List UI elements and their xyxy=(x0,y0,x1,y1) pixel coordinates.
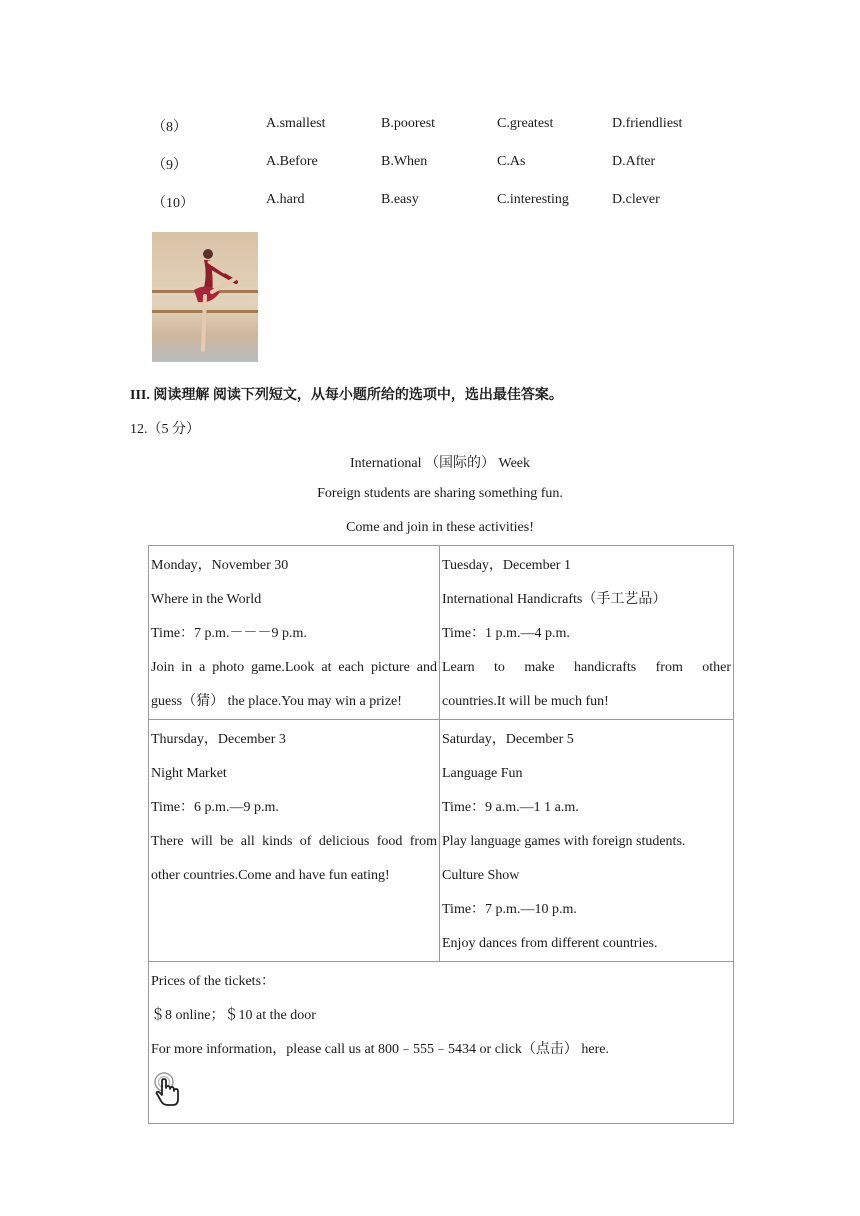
option-a: A.hard xyxy=(266,192,305,207)
event-name: Where in the World xyxy=(151,592,262,607)
prices-label: Prices of the tickets： xyxy=(151,974,276,989)
poster-title: International （国际的） Week xyxy=(349,456,531,471)
event-description: Join in a photo game.Look at each picture and xyxy=(151,660,437,675)
option-c: C.interesting xyxy=(497,192,569,207)
option-c: C.greatest xyxy=(497,116,554,131)
event-description: other countries.Come and have fun eating! xyxy=(151,868,390,883)
event-name-2: Culture Show xyxy=(442,868,520,883)
event-description: Play language games with foreign students. xyxy=(442,834,686,849)
option-row xyxy=(152,154,752,174)
event-time: Time：6 p.m.—9 p.m. xyxy=(151,800,279,815)
event-time: Time：9 a.m.—1 1 a.m. xyxy=(442,800,579,815)
event-description: countries.It will be much fun! xyxy=(442,694,609,709)
question-number: （9） xyxy=(152,158,187,173)
question-number-12: 12.（5 分） xyxy=(130,422,200,437)
option-b: B.poorest xyxy=(381,116,436,131)
event-date: Monday，November 30 xyxy=(151,558,289,573)
option-d: D.clever xyxy=(612,192,660,207)
option-row xyxy=(152,192,752,212)
event-description: There will be all kinds of delicious food from xyxy=(151,834,437,849)
event-description: Learn to make handicrafts from other xyxy=(442,660,731,675)
poster-subtitle: Foreign students are sharing something fun. xyxy=(317,486,563,501)
table-row xyxy=(149,720,734,962)
ticket-prices: ＄8 online；＄10 at the door xyxy=(151,1008,316,1023)
question-number: （8） xyxy=(152,120,187,135)
question-number: （10） xyxy=(152,196,194,211)
section-heading: III. 阅读理解 阅读下列短文，从每小题所给的选项中，选出最佳答案。 xyxy=(130,388,563,403)
table-row xyxy=(149,546,734,720)
event-date: Thursday，December 3 xyxy=(151,732,286,747)
event-cell-tuesday xyxy=(440,546,734,720)
dancer-figure xyxy=(152,232,258,362)
event-time: Time：7 p.m.－－－9 p.m. xyxy=(151,626,307,641)
option-c: C.As xyxy=(497,154,526,169)
contact-info: For more information，please call us at 800﹣555﹣5434 or click（点击） here. xyxy=(151,1042,610,1057)
option-d: D.friendliest xyxy=(612,116,683,131)
event-name: Night Market xyxy=(151,766,227,781)
event-date: Tuesday，December 1 xyxy=(442,558,571,573)
event-time: Time：1 p.m.—4 p.m. xyxy=(442,626,570,641)
option-row xyxy=(152,116,752,136)
table-row xyxy=(149,962,734,1124)
ballet-dancer-photo xyxy=(152,232,258,362)
event-time-2: Time：7 p.m.—10 p.m. xyxy=(442,902,577,917)
option-a: A.smallest xyxy=(266,116,326,131)
event-cell-monday xyxy=(149,546,440,720)
option-d: D.After xyxy=(612,154,656,169)
option-b: B.When xyxy=(381,154,428,169)
event-cell-saturday xyxy=(440,720,734,962)
event-date: Saturday，December 5 xyxy=(442,732,574,747)
option-b: B.easy xyxy=(381,192,419,207)
event-name: International Handicrafts（手工艺品） xyxy=(442,592,667,607)
poster-invite: Come and join in these activities! xyxy=(346,520,534,535)
event-description-2: Enjoy dances from different countries. xyxy=(442,936,658,951)
hand-pointer-icon[interactable] xyxy=(151,1071,731,1123)
ticket-info-cell xyxy=(149,962,734,1124)
activities-table xyxy=(148,545,734,1124)
event-description: guess（猜） the place.You may win a prize! xyxy=(151,694,402,709)
option-a: A.Before xyxy=(266,154,318,169)
event-cell-thursday xyxy=(149,720,440,962)
event-name: Language Fun xyxy=(442,766,523,781)
